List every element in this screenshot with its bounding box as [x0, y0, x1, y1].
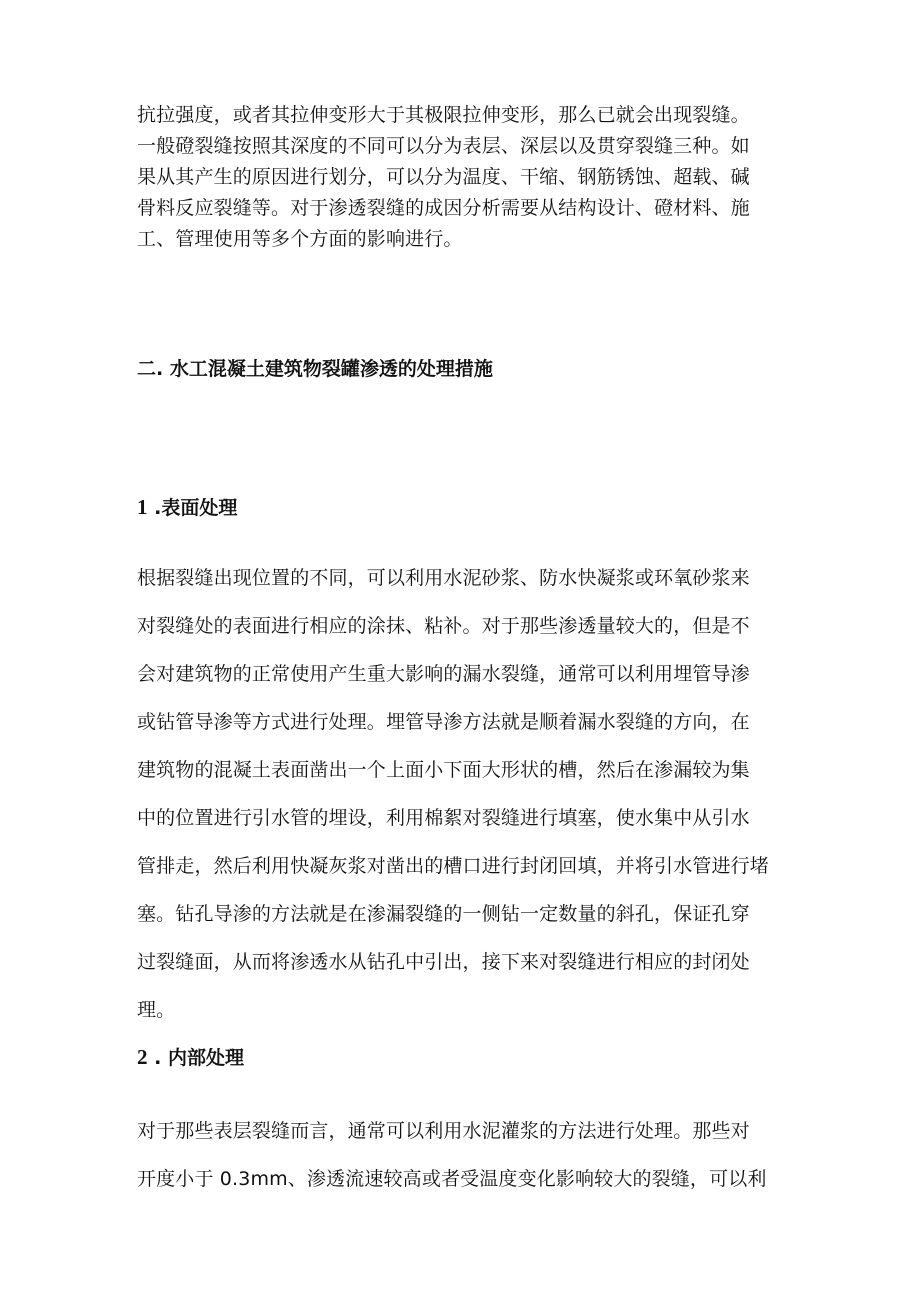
subsection-title: .表面处理: [154, 497, 238, 519]
subsection-number: 1: [137, 495, 148, 519]
subsection-heading-2: [137, 1043, 244, 1070]
body-line: 建筑物的混凝土表面凿出一个上面小下面大形状的槽，然后在渗漏较为集: [137, 759, 750, 781]
body-line: 会对建筑物的正常使用产生重大影响的漏水裂缝，通常可以利用埋管导渗: [137, 663, 750, 685]
intro-line: 果从其产生的原因进行划分，可以分为温度、干缩、钢筋锈蚀、超载、碱: [137, 166, 750, 188]
section-heading: 二. 水工混凝土建筑物裂罐渗透的处理措施: [137, 358, 493, 380]
intro-line: 骨料反应裂缝等。对于渗透裂缝的成因分析需要从结构设计、磴材料、施: [137, 197, 750, 219]
body-line: 开度小于 0.3mm、渗透流速较高或者受温度变化影响较大的裂缝，可以利: [137, 1168, 767, 1190]
body-line: 中的位置进行引水管的埋设，利用棉絮对裂缝进行填塞，使水集中从引水: [137, 807, 750, 829]
body-line: 理。: [137, 999, 176, 1021]
intro-line: 一般磴裂缝按照其深度的不同可以分为表层、深层以及贯穿裂缝三种。如: [137, 135, 750, 157]
body-line: 过裂缝面，从而将渗透水从钻孔中引出，接下来对裂缝进行相应的封闭处: [137, 951, 750, 973]
body-line: 或钻管导渗等方式进行处理。埋管导渗方法就是顺着漏水裂缝的方向，在: [137, 711, 750, 733]
body-line: 对于那些表层裂缝而言，通常可以利用水泥灌浆的方法进行处理。那些对: [137, 1120, 750, 1142]
subsection-number: 2: [137, 1045, 148, 1069]
intro-line: 工、管理使用等多个方面的影响进行。: [137, 228, 463, 250]
subsection-title: . 内部处理: [154, 1047, 244, 1069]
body-line: 根据裂缝出现位置的不同，可以利用水泥砂浆、防水快凝浆或环氧砂浆来: [137, 567, 750, 589]
body-line: 管排走，然后利用快凝灰浆对凿出的槽口进行封闭回填，并将引水管进行堵: [137, 855, 769, 877]
body-line: 对裂缝处的表面进行相应的涂抹、粘补。对于那些渗透量较大的，但是不: [137, 615, 750, 637]
intro-line: 抗拉强度，或者其拉伸变形大于其极限拉伸变形，那么已就会出现裂缝。: [137, 104, 750, 126]
body-line: 塞。钻孔导渗的方法就是在渗漏裂缝的一侧钻一定数量的斜孔，保证孔穿: [137, 903, 750, 925]
subsection-heading-1: [137, 493, 237, 520]
